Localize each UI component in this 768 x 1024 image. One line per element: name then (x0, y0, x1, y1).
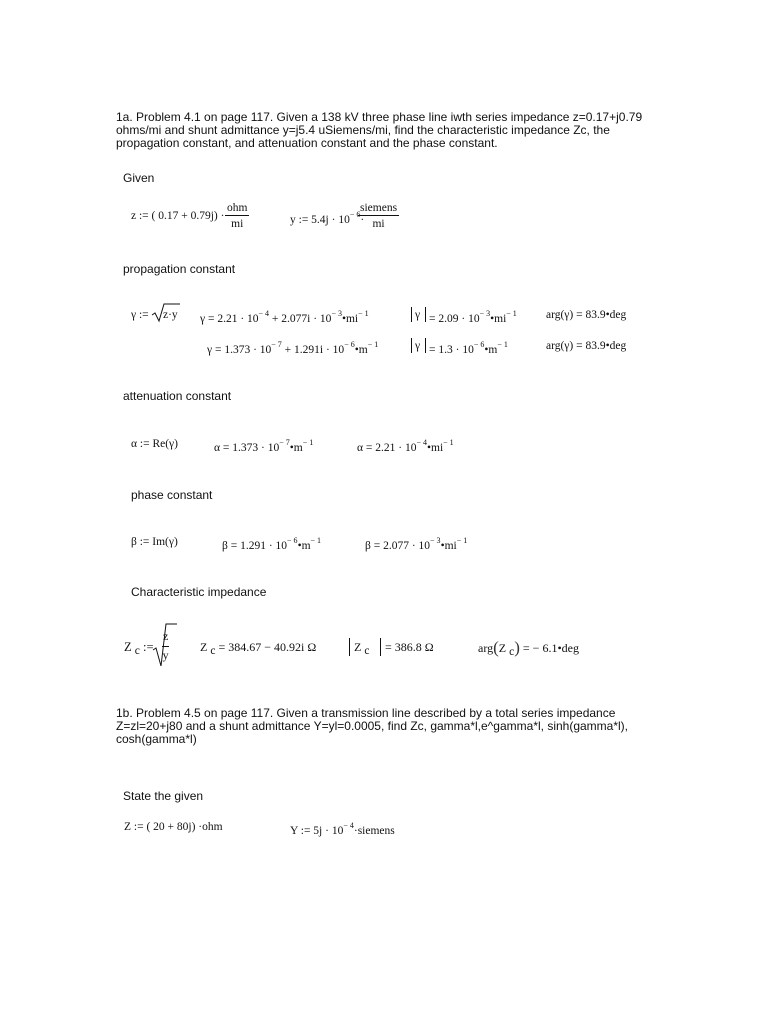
given-label: Given (123, 171, 155, 185)
y-def-exponent: − 6 (349, 210, 361, 219)
y-definition (290, 209, 364, 227)
gamma-abs-symbol: γ (415, 309, 421, 321)
y-def-dot: · (360, 213, 365, 226)
abs-bar-right (425, 307, 426, 322)
phase-constant-label: phase constant (131, 488, 213, 502)
abs-bar-left (411, 338, 412, 353)
alpha-definition: α := Re(γ) (131, 438, 178, 450)
gamma-argument-2: arg(γ) = 83.9•deg (546, 340, 627, 352)
gamma-definition: γ := (131, 309, 149, 321)
zc-numerator: z (162, 629, 169, 647)
z-definition: z := ( 0.17 + 0.79j) · (131, 210, 225, 222)
gamma-radicand: z·y (163, 309, 178, 321)
Z-definition: Z := ( 20 + 80j) ·ohm (124, 821, 223, 833)
y-unit-denominator: mi (372, 218, 385, 230)
abs-bar-right (380, 638, 381, 656)
abs-bar-right (425, 338, 426, 353)
gamma-result-mi: $\gamma = 2.21 \cdot 10^{- 4} + 2.077i$ · $10^{- 3}•mi^{- 1}$ (200, 309, 369, 325)
zc-argument: arg(Z c) = − 6.1•deg (478, 638, 579, 658)
z-unit-numerator: ohm (227, 202, 248, 214)
Y-definition: Y := $5j \cdot 10^{- 4}\cdot siemens$ (290, 821, 395, 837)
zc-abs-symbol: Z c (354, 640, 370, 657)
zc-definition: Z c := (124, 640, 154, 657)
abs-bar-left (411, 307, 412, 322)
alpha-result-mi: $\alpha = 2.21 \cdot 10^{- 4}•mi^{- 1}$ (357, 438, 454, 454)
abs-bar-left (349, 638, 350, 656)
problem-1b-heading: 1b. Problem 4.5 on page 117. Given a transmission line described by a total series impedance Z=zl=20+j80 and a shunt admittance Y=yl=0.0005, find Zc, gamma*l,e^gamma*l, sinh(gamma*l), cosh(gamma*l) (116, 706, 629, 746)
gamma-result-m: $\gamma = 1.373 \cdot 10^{- 7} + 1.291i$ · $10^{- 6}•m^{- 1}$ (207, 340, 379, 356)
state-given-label: State the given (123, 789, 204, 803)
characteristic-impedance-label: Characteristic impedance (131, 585, 267, 599)
gamma-magnitude-m: = $1.3 \cdot 10^{- 6}•m^{- 1}$ (429, 340, 508, 356)
alpha-result-m: $\alpha = 1.373 \cdot 10^{- 7}•m^{- 1}$ (214, 438, 314, 454)
beta-definition: β := Im(γ) (131, 536, 178, 548)
gamma-abs-symbol: γ (415, 340, 421, 352)
beta-result-mi: $\beta = 2.077 \cdot 10^{- 3}•mi^{- 1}$ (365, 536, 468, 552)
zc-magnitude: = 386.8 Ω (385, 640, 434, 654)
gamma-magnitude-mi: = $2.09 \cdot 10^{- 3}•mi^{- 1}$ (429, 309, 517, 325)
beta-result-m: $\beta = 1.291 \cdot 10^{- 6}•m^{- 1}$ (222, 536, 322, 552)
problem-1a-heading: 1a. Problem 4.1 on page 117. Given a 138 kV three phase line iwth series impedance z=0.17+j0.79 ohms/mi and shunt admittance y=j5.4 uSiemens/mi, find the characteristic impedance Zc, the propagation constant, and attenuation constant and the phase constant. (116, 110, 643, 150)
z-unit-denominator: mi (231, 218, 244, 230)
attenuation-constant-label: attenuation constant (123, 389, 232, 403)
gamma-argument-1: arg(γ) = 83.9•deg (546, 309, 627, 321)
y-unit-numerator: siemens (360, 202, 398, 214)
zc-denominator: y (162, 648, 169, 662)
y-unit-fraction (358, 202, 399, 230)
z-unit-fraction (225, 202, 249, 230)
zc-sqrt-fraction (162, 629, 169, 663)
zc-result-rectangular: Z c = 384.67 − 40.92i Ω (200, 640, 317, 657)
y-def-text: y := 5.4j · 10 (290, 213, 350, 226)
propagation-constant-label: propagation constant (123, 262, 236, 276)
